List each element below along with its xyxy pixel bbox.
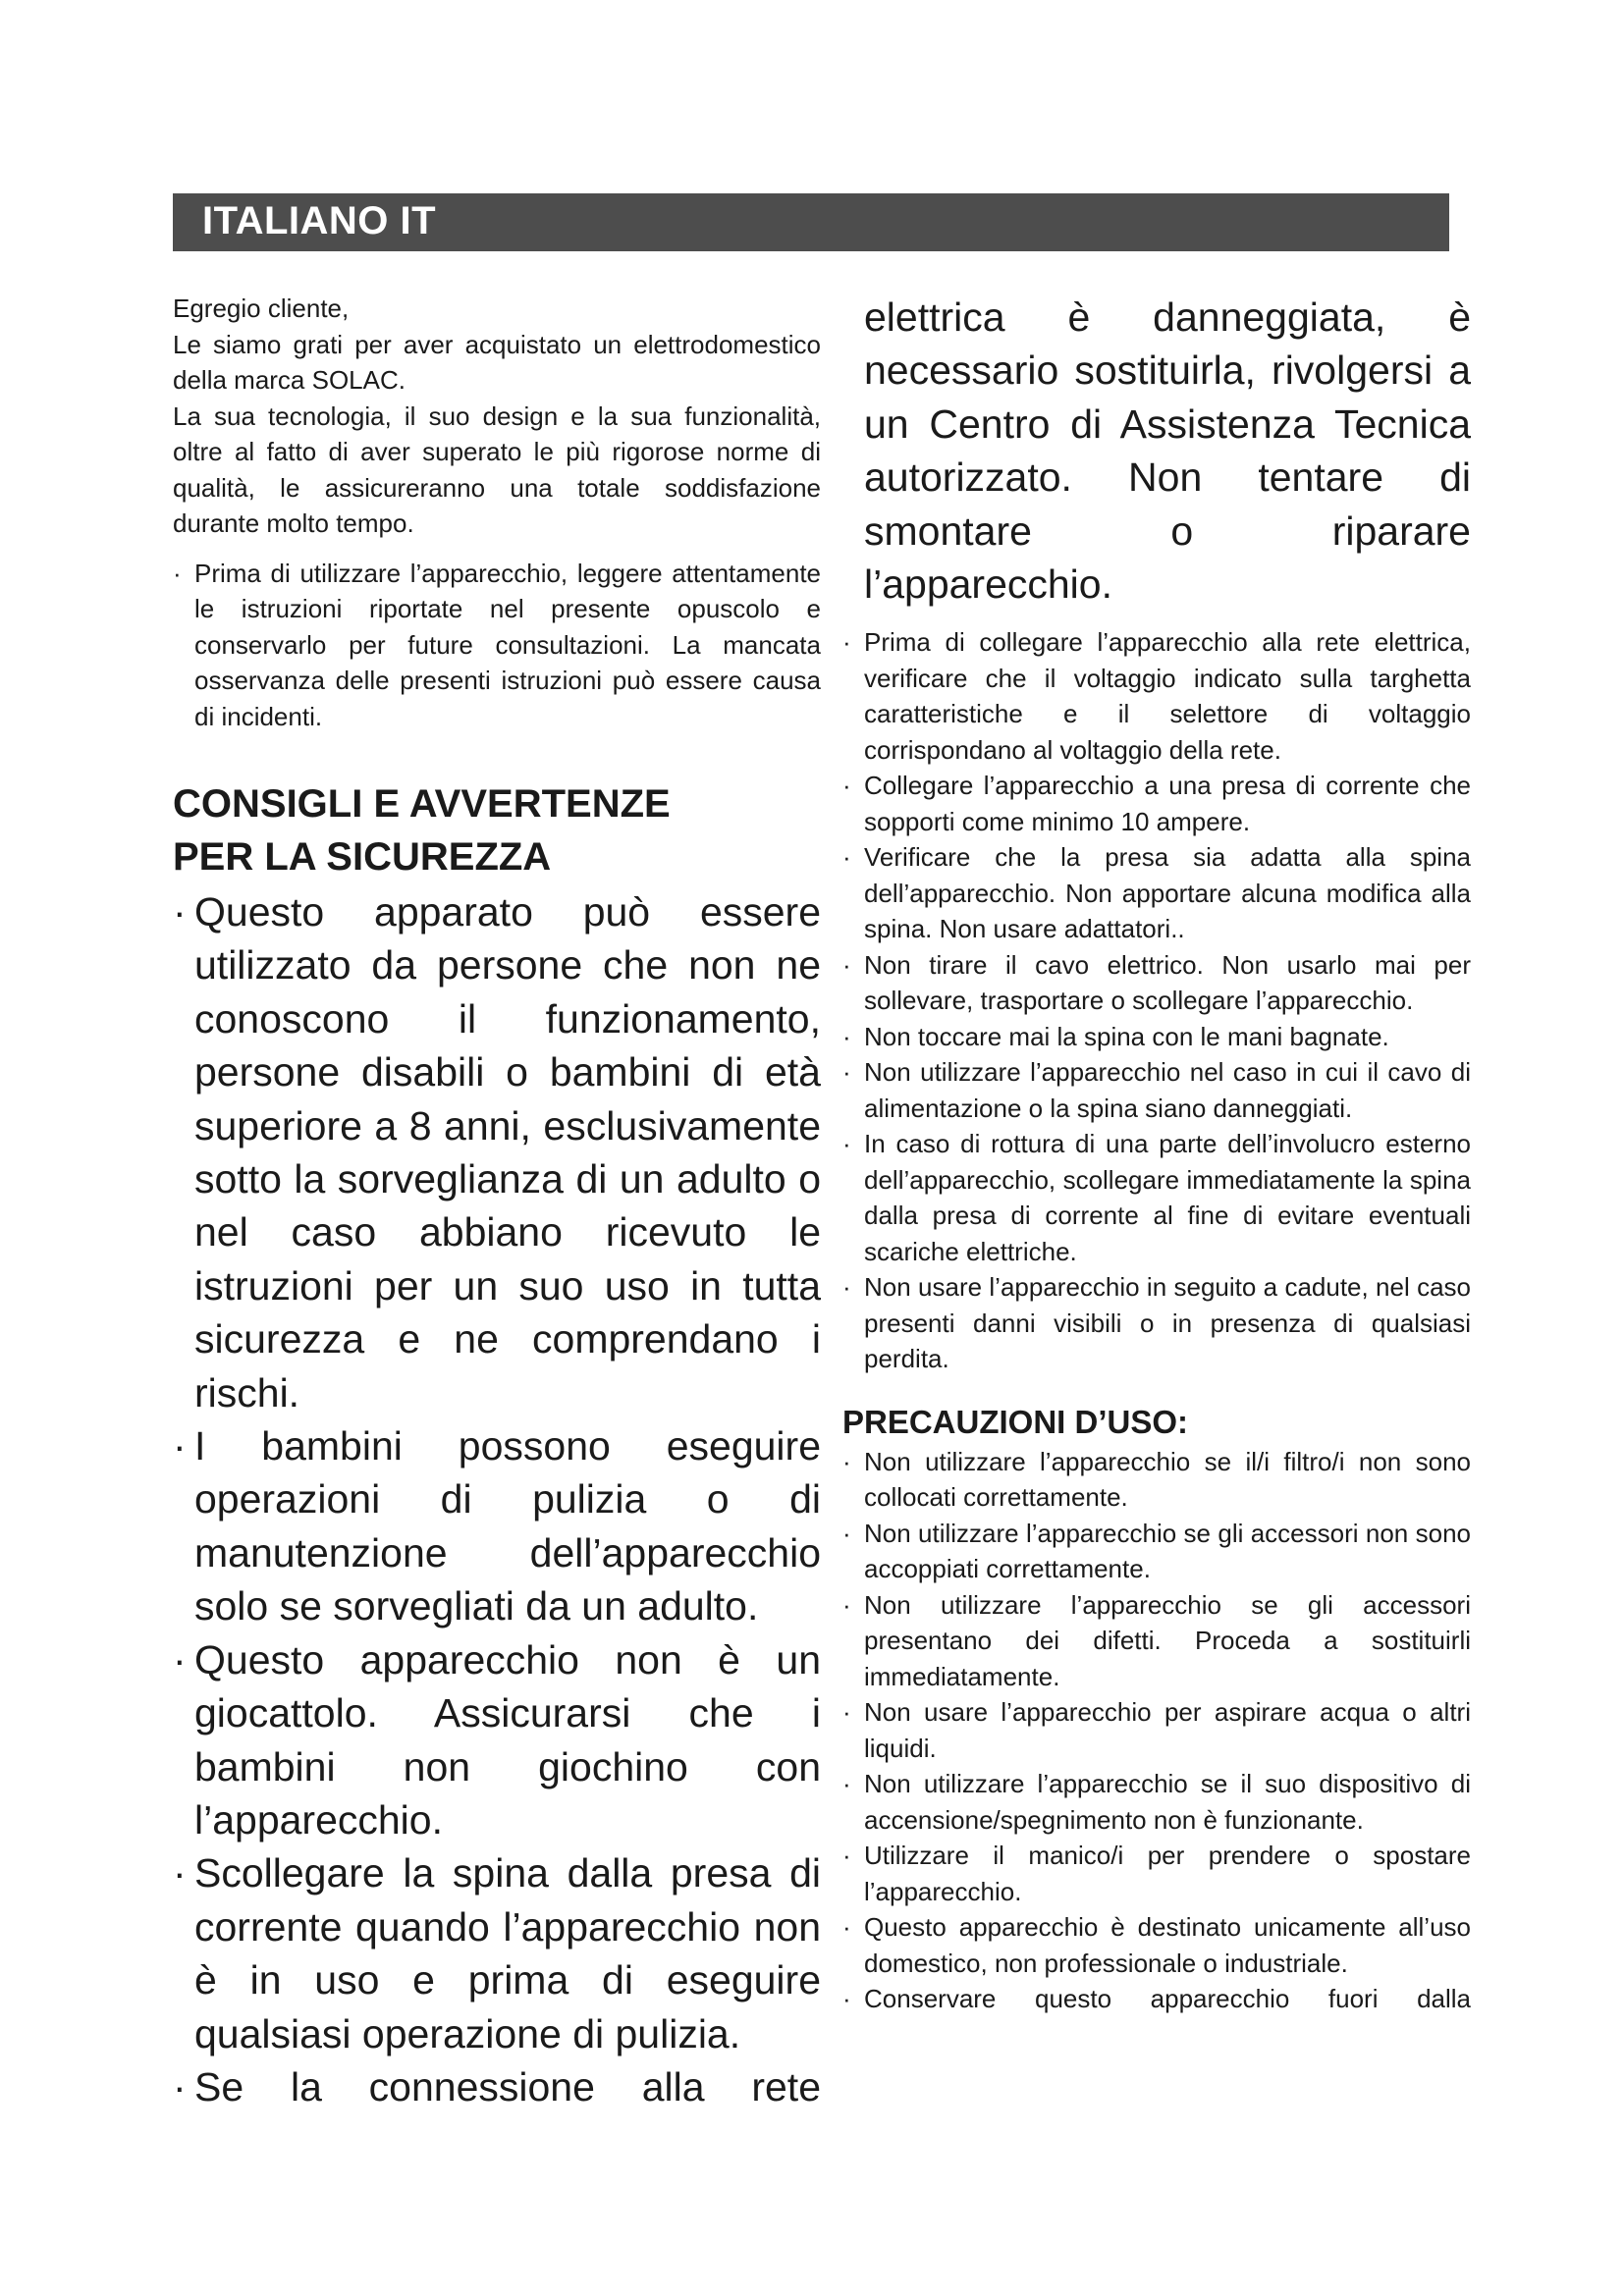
safety-big-bullet-list: [173, 885, 821, 2113]
precautions-bullet-3: · Non utilizzare l’apparecchio se gli accessori presentano dei difetti. Proceda a sostituirli immediatamente.: [842, 1587, 1471, 1695]
precautions-bullet-2: · Non utilizzare l’apparecchio se gli accessori non sono accoppiati correttamente.: [842, 1516, 1471, 1587]
safety-big-bullet-5: · Se la connessione alla rete: [173, 2060, 821, 2113]
safety-big-bullet-3: · Questo apparecchio non è un giocattolo. Assicurarsi che i bambini non giochino con l’apparecchio.: [173, 1633, 821, 1847]
safety-small-bullet-1: · Prima di collegare l’apparecchio alla rete elettrica, verificare che il voltaggio indicato sulla targhetta caratteristiche e il selettore di voltaggio corrispondano al voltaggio della rete.: [842, 624, 1471, 768]
safety-small-bullet-6: · Non utilizzare l’apparecchio nel caso in cui il cavo di alimentazione o la spina siano danneggiati.: [842, 1054, 1471, 1126]
intro-bullet: · Prima di utilizzare l’apparecchio, leggere attentamente le istruzioni riportate nel presente opuscolo e conservarlo per future consultazioni. La mancata osservanza delle presenti istruzioni può essere causa di incidenti.: [173, 556, 821, 735]
safety-heading-line-1: CONSIGLI E AVVERTENZE: [173, 782, 671, 826]
safety-small-bullet-list: [842, 624, 1471, 1377]
safety-small-bullet-8: · Non usare l’apparecchio in seguito a cadute, nel caso presenti danni visibili o in presenza di qualsiasi perdita.: [842, 1269, 1471, 1377]
safety-big-bullet-2: · I bambini possono eseguire operazioni di pulizia o di manutenzione dell’apparecchio solo se sorvegliati da un adulto.: [173, 1419, 821, 1633]
intro-paragraph-1: Le siamo grati per aver acquistato un elettrodomestico della marca SOLAC.: [173, 329, 821, 395]
safety-small-bullet-5: · Non toccare mai la spina con le mani bagnate.: [842, 1019, 1471, 1055]
safety-heading-line-2: PER LA SICUREZZA: [173, 835, 552, 879]
precautions-bullet-8: · Conservare questo apparecchio fuori dalla: [842, 1981, 1471, 2017]
safety-small-bullet-4: · Non tirare il cavo elettrico. Non usarlo mai per sollevare, trasportare o scollegare l’apparecchio.: [842, 947, 1471, 1019]
right-column: [842, 291, 1471, 2017]
precautions-bullet-5: · Non utilizzare l’apparecchio se il suo dispositivo di accensione/spegnimento non è funzionante.: [842, 1766, 1471, 1838]
intro-bullet-list: [173, 556, 821, 735]
safety-big-bullet-4: · Scollegare la spina dalla presa di corrente quando l’apparecchio non è in uso e prima di eseguire qualsiasi operazione di pulizia.: [173, 1846, 821, 2060]
precautions-bullet-7: · Questo apparecchio è destinato unicamente all’uso domestico, non professionale o industriale.: [842, 1909, 1471, 1981]
safety-small-bullet-7: · In caso di rottura di una parte dell’involucro esterno dell’apparecchio, scollegare immediatamente la spina dalla presa di corrente al fine di evitare eventuali scariche elettriche.: [842, 1126, 1471, 1269]
safety-big-continuation: elettrica è danneggiata, è necessario sostituirla, rivolgersi a un Centro di Assistenza Tecnica autorizzato. Non tentare di smontare o riparare l’apparecchio.: [864, 294, 1471, 608]
precautions-bullet-6: · Utilizzare il manico/i per prendere o spostare l’apparecchio.: [842, 1838, 1471, 1909]
left-column: [173, 291, 821, 2113]
safety-big-bullet-1: · Questo apparato può essere utilizzato da persone che non ne conoscono il funzionamento, persone disabili o bambini di età superiore a 8 anni, esclusivamente sotto la sorveglianza di un adulto o nel caso abbiano ricevuto le istruzioni per un suo uso in tutta sicurezza e ne comprendano i rischi.: [173, 885, 821, 1419]
precautions-bullet-4: · Non usare l’apparecchio per aspirare acqua o altri liquidi.: [842, 1694, 1471, 1766]
precautions-heading: PRECAUZIONI D’USO:: [842, 1403, 1189, 1440]
safety-small-bullet-3: · Verificare che la presa sia adatta alla spina dell’apparecchio. Non apportare alcuna modifica alla spina. Non usare adattatori..: [842, 839, 1471, 947]
precautions-bullet-1: · Non utilizzare l’apparecchio se il/i filtro/i non sono collocati correttamente.: [842, 1444, 1471, 1516]
precautions-bullet-list: [842, 1444, 1471, 2017]
language-header-bar: [173, 193, 1449, 251]
intro-paragraph-2: La sua tecnologia, il suo design e la sua funzionalità, oltre al fatto di aver superato le più rigorose norme di qualità, le assicureranno una totale soddisfazione durante molto tempo.: [173, 400, 821, 538]
safety-small-bullet-2: · Collegare l’apparecchio a una presa di corrente che sopporti come minimo 10 ampere.: [842, 768, 1471, 839]
language-header-title: ITALIANO IT: [202, 199, 437, 242]
intro-greeting: Egregio cliente,: [173, 294, 350, 323]
